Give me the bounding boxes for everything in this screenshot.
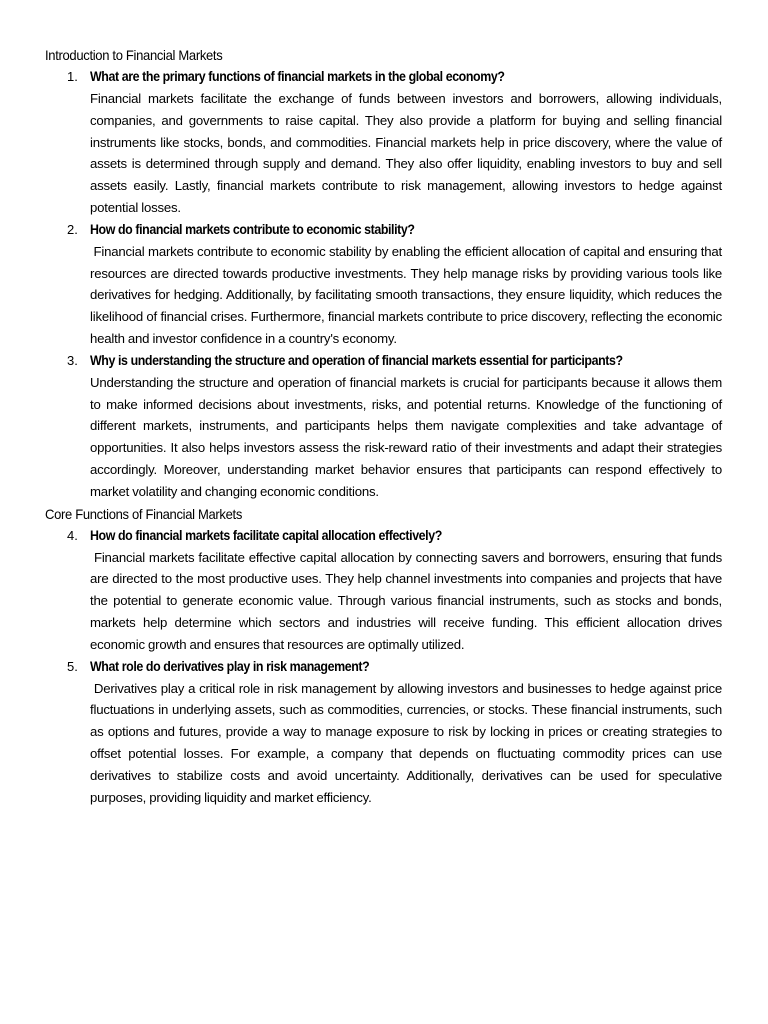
question-item-5 — [45, 656, 722, 809]
answer-paragraph: Understanding the structure and operation of financial markets is crucial for participants because it allows them to make informed decisions about investments, risks, and potential returns. Knowledge of the functioning of different markets, instruments, and participants helps them navigate complexities and take advantage of opportunities. It also helps investors assess the risk-reward ratio of their investments and adapt their strategies accordingly. Moreover, understanding market behavior ensures that participants can respond effectively to market volatility and changing economic conditions. — [90, 374, 722, 499]
question-item-2 — [45, 219, 722, 350]
answer-text: Financial markets contribute to economic stability by enabling the efficient allocation of capital and ensuring that resources are directed towards productive investments. They help manage risks by providing various tools like derivatives for hedging. Additionally, by facilitating smooth transactions, they ensure liquidity, which reduces the likelihood of financial crises. Furthermore, financial markets contribute to price discovery, reflecting the economic health and investor confidence in a country's economy. — [90, 243, 722, 346]
question-number: 1. — [67, 69, 78, 84]
question-number: 3. — [67, 352, 78, 368]
answer-text: Financial markets facilitate effective capital allocation by connecting savers and borrowers, ensuring that funds are directed to the most productive uses. They help channel investments into companies and projects that have the potential to generate economic value. Through various financial instruments, such as stocks and bonds, markets help determine which sectors and industries will receive funding. This efficient allocation drives economic growth and ensures that resources are optimally utilized. — [90, 549, 722, 652]
question-title: What role do derivatives play in risk management? — [90, 658, 370, 674]
answer-paragraph: Financial markets facilitate the exchange of funds between investors and borrowers, allowing individuals, companies, and governments to raise capital. They also provide a platform for buying and selling financial instruments like stocks, bonds, and commodities. Financial markets help in price discovery, where the value of assets is determined through supply and demand. They also offer liquidity, enabling investors to buy and sell assets easily. Lastly, financial markets contribute to risk management, allowing investors to hedge against potential losses. — [90, 91, 722, 215]
question-title: How do financial markets facilitate capital allocation effectively? — [90, 527, 442, 543]
document-body — [45, 44, 722, 808]
question-number: 4. — [67, 527, 78, 543]
answer-text: Derivatives play a critical role in risk management by allowing investors and businesses to hedge against price fluctuations in underlying assets, such as commodities, currencies, or stocks. These financial instruments, such as options and futures, provide a way to manage exposure to risk by locking in prices or creating strategies to offset potential losses. For example, a company that depends on fluctuating commodity prices can use derivatives to stabilize costs and avoid uncertainty. Additionally, derivatives can be used for speculative purposes, providing liquidity and market efficiency. — [90, 680, 722, 805]
question-number: 2. — [67, 221, 78, 237]
answer-paragraph — [90, 241, 722, 350]
section-heading-introduction: Introduction to Financial Markets — [45, 47, 223, 63]
answer-paragraph — [90, 547, 722, 656]
question-item-4 — [45, 525, 722, 656]
question-item-1 — [45, 66, 722, 219]
section-heading-core-functions: Core Functions of Financial Markets — [45, 505, 243, 522]
answer-paragraph — [90, 678, 722, 809]
question-item-3 — [45, 350, 722, 503]
question-title: What are the primary functions of financial markets in the global economy? — [90, 69, 505, 84]
question-number: 5. — [67, 658, 78, 674]
question-title: Why is understanding the structure and operation of financial markets essential for participants? — [90, 352, 623, 368]
question-title: How do financial markets contribute to economic stability? — [90, 221, 415, 237]
